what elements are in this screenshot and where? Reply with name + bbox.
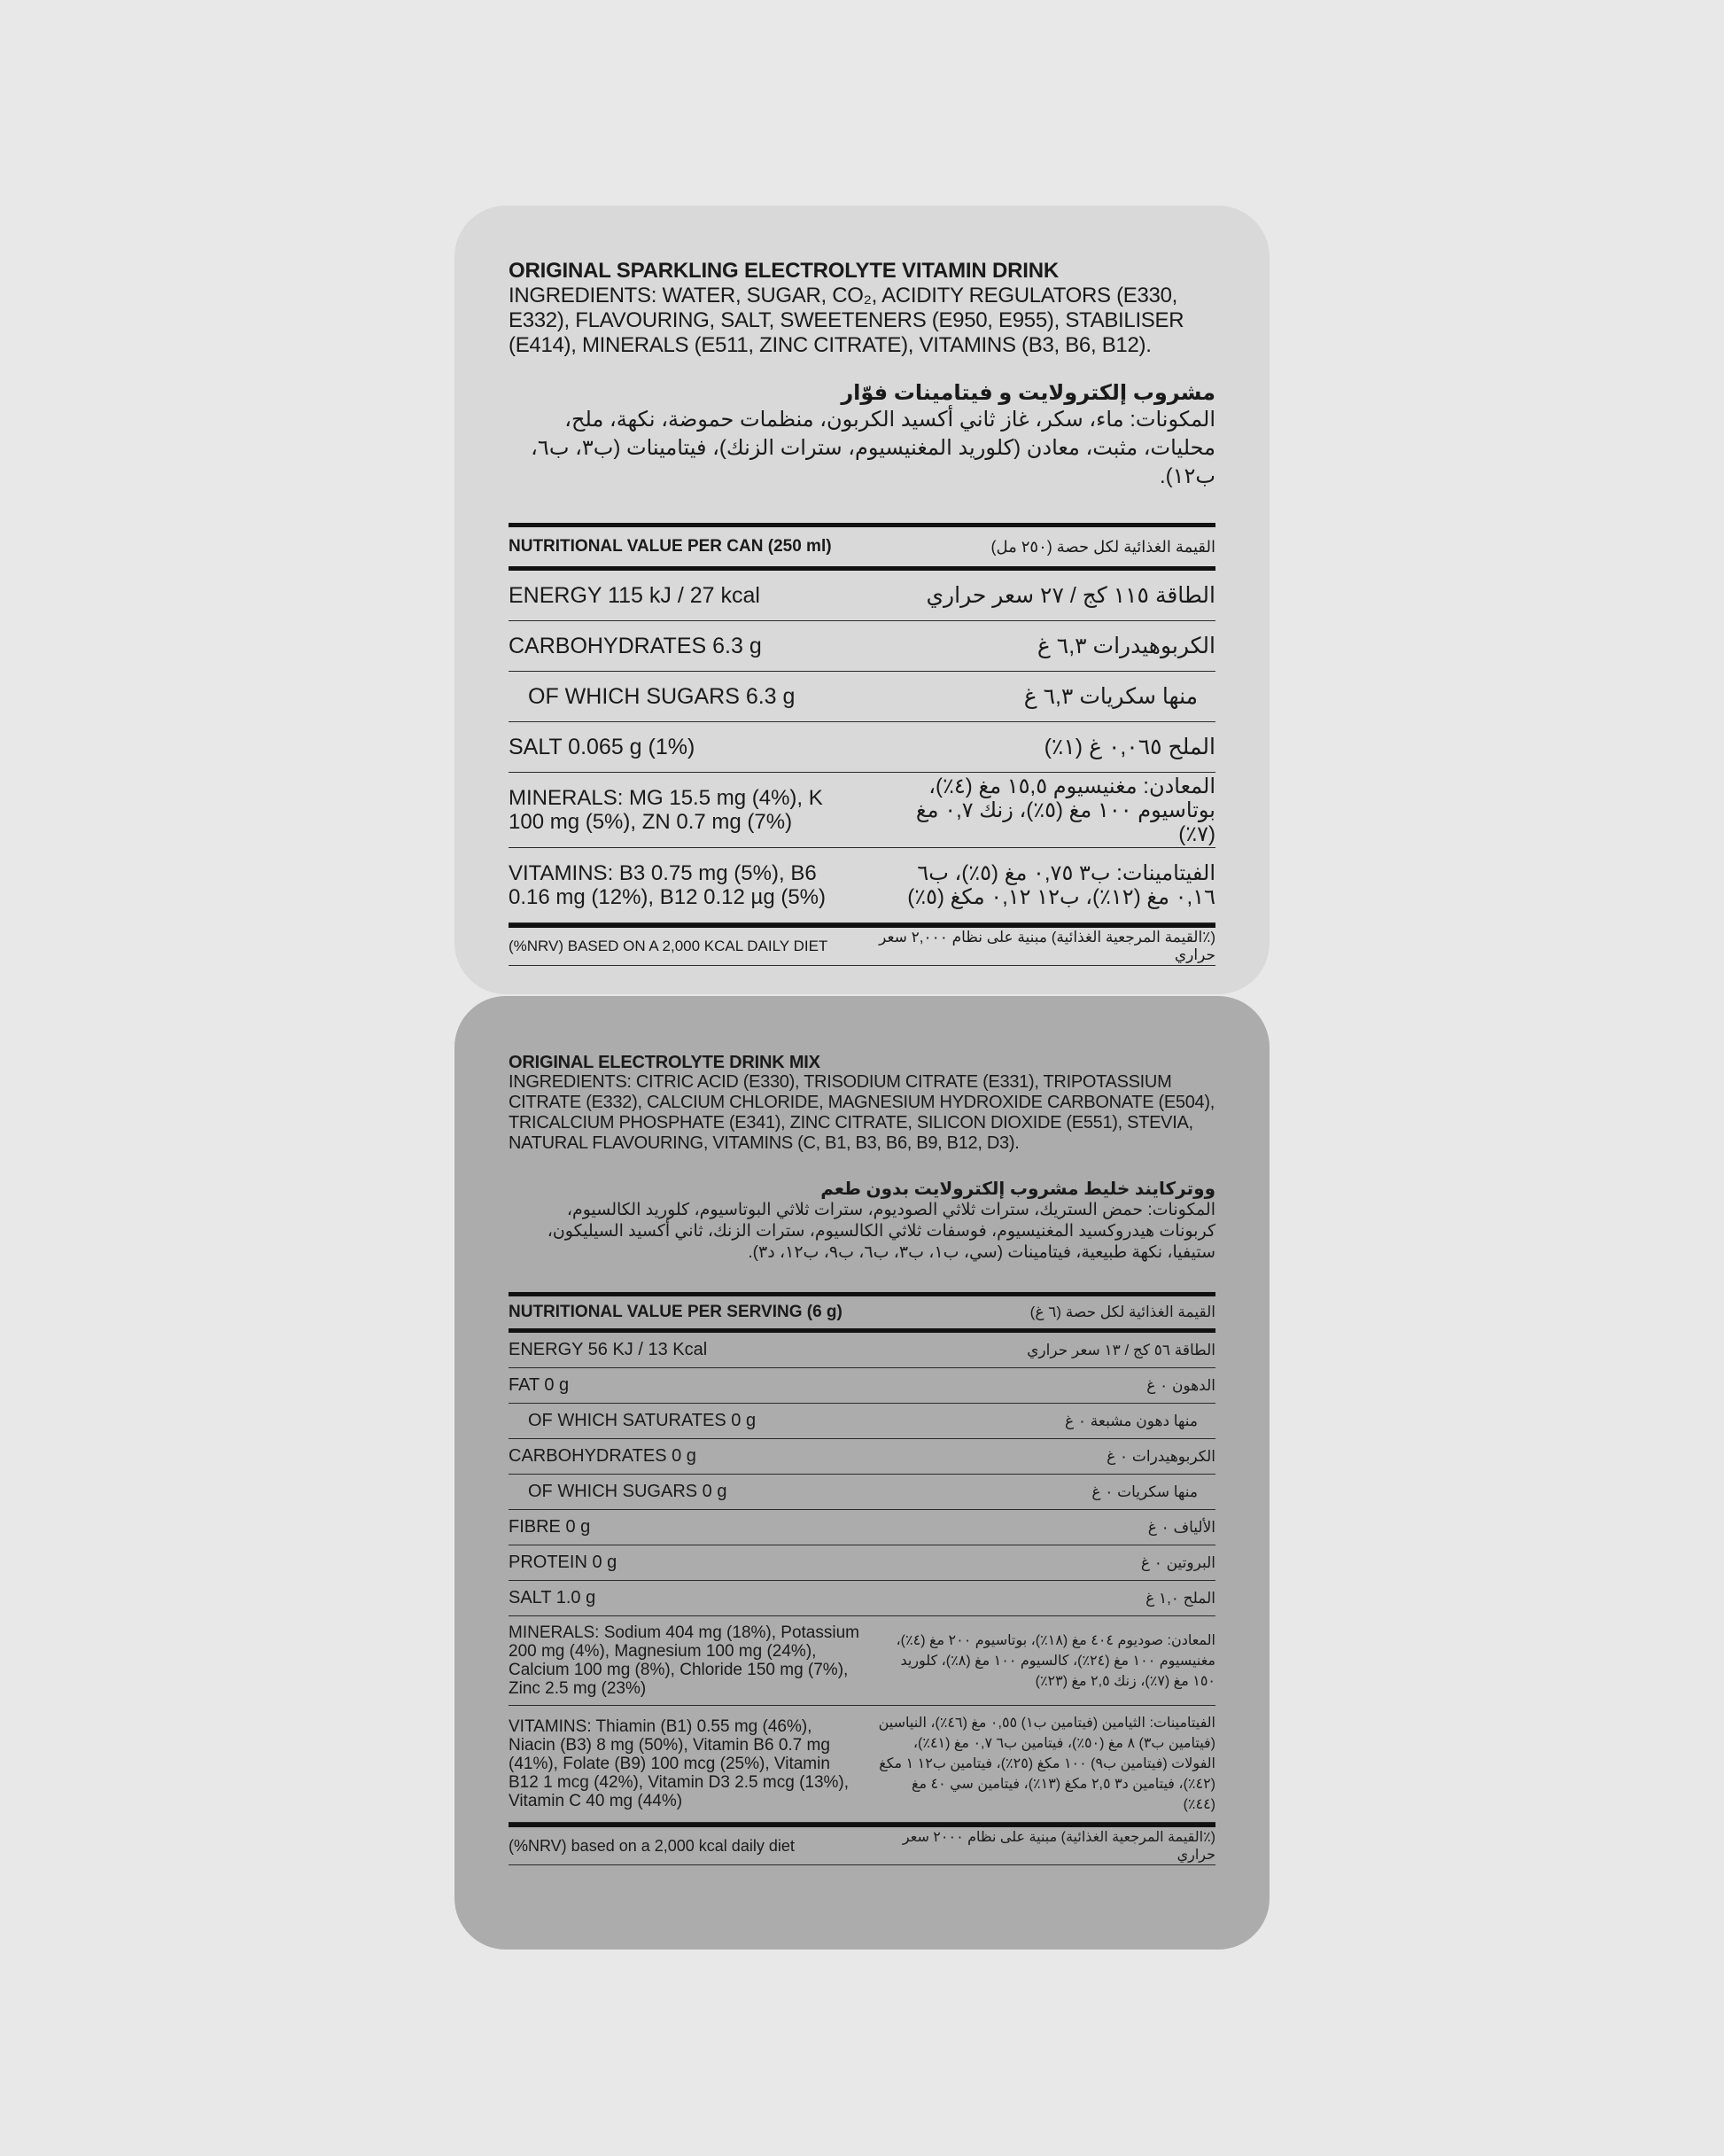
sparkling-drink-label [454,206,1270,994]
arabic-product-title: مشروب إلكترولايت و فيتامينات فوّار [841,381,1215,405]
table-row: CARBOHYDRATES 6.3 g الكربوهيدرات ٦,٣ غ [509,621,1215,672]
nutrition-table-footer: (%NRV) BASED ON A 2,000 KCAL DAILY DIET (٪القيمة المرجعية الغذائية) مبنية على نظام ٢,٠٠٠ سعر حراري [509,923,1215,966]
ingredients-text: INGREDIENTS: CITRIC ACID (E330), TRISODIUM CITRATE (E331), TRIPOTASSIUM CITRATE (E332), CALCIUM CHLORIDE, MAGNESIUM HYDROXIDE CARBONATE (E504), TRICALCIUM PHOSPHATE (E341), ZINC CITRATE, SILICON DIOXIDE (E551), STEVIA, NATURAL FLAVOURING, VITAMINS (C, B1, B3, B6, B9, B12, D3). [509,1072,1215,1153]
nutrition-table-footer: (%NRV) based on a 2,000 kcal daily diet (٪القيمة المرجعية الغذائية) مبنية على نظام ٢٠٠٠ سعر حراري [509,1823,1215,1865]
drink-mix-label [454,996,1270,1950]
arabic-product-title: ووتركايند خليط مشروب إلكترولايت بدون طعم [820,1179,1215,1199]
table-row: CARBOHYDRATES 0 g الكربوهيدرات ٠ غ [509,1439,1215,1475]
table-row: OF WHICH SUGARS 0 g منها سكريات ٠ غ [509,1475,1215,1510]
table-row: PROTEIN 0 g البروتين ٠ غ [509,1545,1215,1581]
product-title: ORIGINAL SPARKLING ELECTROLYTE VITAMIN DRINK [509,259,1060,283]
table-row: MINERALS: Sodium 404 mg (18%), Potassium 200 mg (4%), Magnesium 100 mg (24%), Calcium 100 mg (8%), Chloride 150 mg (7%), Zinc 2.5 mg (23%) المعادن: صوديوم ٤٠٤ مغ (١٨٪)، بوتاسيوم ٢٠٠ مغ (٤٪)، مغنيسيوم ١٠٠ مغ (٢٤٪)، كالسيوم ١٠٠ مغ (٨٪)، كلوريد ١٥٠ مغ (٧٪)، زنك ٢,٥ مغ (٢٣٪) [509,1616,1215,1706]
nutrition-table [509,1292,1215,1865]
product-title: ORIGINAL ELECTROLYTE DRINK MIX [509,1053,820,1072]
table-row: OF WHICH SUGARS 6.3 g منها سكريات ٦,٣ غ [509,672,1215,722]
table-row: SALT 1.0 g الملح ١,٠ غ [509,1581,1215,1616]
ingredients-text: INGREDIENTS: WATER, SUGAR, CO₂, ACIDITY REGULATORS (E330, E332), FLAVOURING, SALT, SWEETENERS (E950, E955), STABILISER (E414), MINERALS (E511, ZINC CITRATE), VITAMINS (B3, B6, B12). [509,284,1184,357]
nutrition-table-header: NUTRITIONAL VALUE PER CAN (250 ml) القيمة الغذائية لكل حصة (٢٥٠ مل) [509,523,1215,571]
table-row: MINERALS: MG 15.5 mg (4%), K 100 mg (5%), ZN 0.7 mg (7%) المعادن: مغنيسيوم ١٥,٥ مغ (٤٪)، بوتاسيوم ١٠٠ مغ (٥٪)، زنك ٠,٧ مغ (٧٪) [509,773,1215,848]
table-row: FAT 0 g الدهون ٠ غ [509,1368,1215,1404]
table-row: OF WHICH SATURATES 0 g منها دهون مشبعة ٠ غ [509,1404,1215,1439]
table-row: SALT 0.065 g (1%) الملح ٠,٠٦٥ غ (١٪) [509,722,1215,773]
table-row: ENERGY 56 KJ / 13 Kcal الطاقة ٥٦ كج / ١٣ سعر حراري [509,1333,1215,1368]
arabic-ingredients-text: المكونات: حمض الستريك، سترات ثلاثي الصوديوم، سترات ثلاثي البوتاسيوم، كلوريد الكالسيوم، كربونات هيدروكسيد المغنيسيوم، فوسفات ثلاثي الكالسيوم، سترات الزنك، ثاني أكسيد السيليكون، ستيفيا، نكهة طبيعية، فيتامينات (سي، ب١، ب٣، ب٦، ب٩، ب١٢، د٣). [547,1201,1215,1262]
nutrition-table-header: NUTRITIONAL VALUE PER SERVING (6 g) القيمة الغذائية لكل حصة (٦ غ) [509,1292,1215,1333]
nutrition-table [509,523,1215,966]
arabic-ingredients-text: المكونات: ماء، سكر، غاز ثاني أكسيد الكربون، منظمات حموضة، نكهة، ملح، محليات، مثبت، معادن (كلوريد المغنيسيوم، سترات الزنك)، فيتامينات (ب٣، ب٦، ب١٢). [531,408,1215,488]
table-row: FIBRE 0 g الألياف ٠ غ [509,1510,1215,1545]
table-row: VITAMINS: B3 0.75 mg (5%), B6 0.16 mg (12%), B12 0.12 µg (5%) الفيتامينات: ب٣ ٠,٧٥ مغ (٥٪)، ب٦ ٠,١٦ مغ (١٢٪)، ب١٢ ٠,١٢ مكغ (٥٪) [509,848,1215,923]
table-row: ENERGY 115 kJ / 27 kcal الطاقة ١١٥ كج / ٢٧ سعر حراري [509,571,1215,621]
table-row: VITAMINS: Thiamin (B1) 0.55 mg (46%), Niacin (B3) 8 mg (50%), Vitamin B6 0.7 mg (41%), Folate (B9) 100 mcg (25%), Vitamin B12 1 mcg (42%), Vitamin D3 2.5 mcg (13%), Vitamin C 40 mg (44%) الفيتامينات: الثيامين (فيتامين ب١) ٠,٥٥ مغ (٤٦٪)، النياسين (فيتامين ب٣) ٨ مغ (٥٠٪)، فيتامين ب٦ ٠,٧ مغ (٤١٪)، الفولات (فيتامين ب٩) ١٠٠ مكغ (٢٥٪)، فيتامين ب١٢ ١ مكغ (٤٢٪)، فيتامين د٣ ٢,٥ مكغ (١٣٪)، فيتامين سي ٤٠ مغ (٤٤٪) [509,1706,1215,1823]
